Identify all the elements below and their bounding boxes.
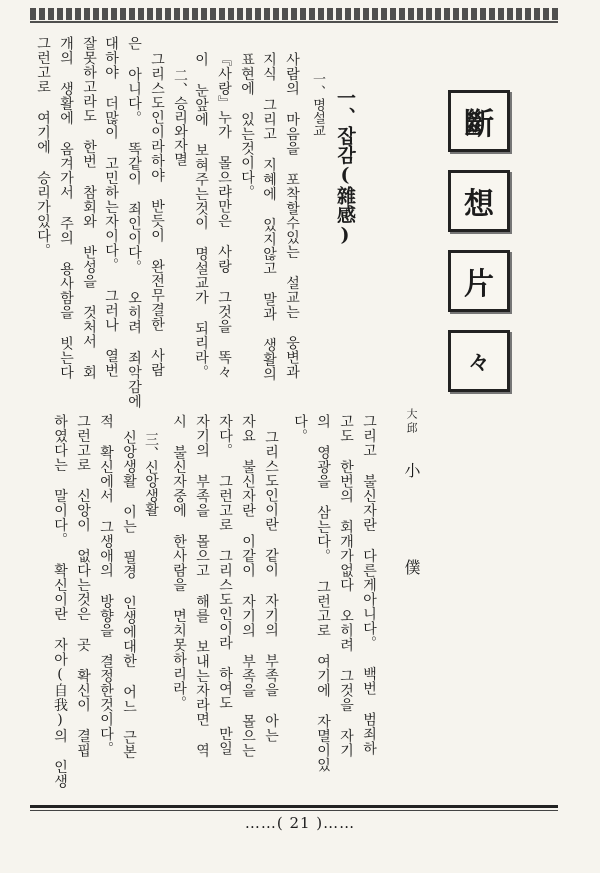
sub-heading: 一、명설교: [310, 72, 325, 137]
author-byline: [400, 408, 423, 578]
bottom-border-rule: [30, 805, 558, 808]
text-line: 하였다는 말이다。 확신이란 자아(自我)의 인생: [52, 414, 68, 789]
text-line: 고도 한번의 회개가없다 오히려 그것을 자기: [338, 414, 354, 758]
text-line: 적 확신에서 그생애의 방향을 결정한것이다。: [98, 414, 114, 756]
text-line: 그리스도인이란 같이 자기의 부족을 아는: [263, 430, 279, 743]
text-line: 그런고로 여기에 승리가있다。: [35, 36, 51, 258]
author-name-2: 僕: [402, 559, 421, 578]
title-char: 片: [464, 267, 494, 302]
text-line: 『사랑』누가 몰으랴만은 사랑 그것을 똑々: [216, 52, 232, 379]
text-line: 그리고 불신자란 다른게아니다。 백번 범죄하: [361, 414, 377, 756]
text-line: 지식 그리고 지혜에 있지않고 말과 생활의: [261, 52, 277, 381]
author-name-1: 小: [402, 462, 421, 481]
sub-heading: 二、승리와자멸: [172, 68, 188, 166]
text-line: 시 불신자중에 한사람을 면치못하리라。: [171, 414, 187, 710]
text-line: 잘못하고라도 한번 참회와 반성을 것처서 회: [81, 36, 97, 380]
section-heading: 一、잡감(雜感): [334, 88, 356, 246]
title-char-box: [448, 170, 510, 232]
title-char: 斷: [464, 107, 494, 142]
text-line: 은 아니다。 똑같이 죄인이다。 오히려 죄악감에: [126, 36, 142, 409]
text-line: 표현에 있는것이다。: [239, 52, 255, 199]
text-line: 자기의 부족을 몰으고 해를 보내는자라면 역: [194, 414, 210, 758]
text-line: 다。: [292, 414, 308, 443]
author-place: 大邱: [405, 408, 418, 436]
text-line: 신앙생활 이는 필경 인생에대한 어느 근본: [121, 430, 137, 759]
text-line: 그런고로 신앙이 없다는것은 곳 확신이 결핍: [75, 414, 91, 758]
text-line: 대하야 더많이 고민하는자이다。 그러나 열번: [103, 36, 119, 378]
text-line: 개의 생활에 옴겨가서 주의 용사함을 빗는다: [58, 36, 74, 380]
top-border-rule: [30, 8, 558, 20]
page-number: ……( 21 )……: [244, 814, 356, 832]
text-line: 자요 불신자란 이같이 자기의 부족을 몰으는: [240, 414, 256, 758]
text-line: 이 눈앞에 보혀주는것이 명설교가 되리라。: [193, 52, 209, 379]
text-line: 그리스도인이라하야 반듯이 완전무결한 사람: [149, 52, 165, 377]
title-char: 想: [464, 187, 494, 222]
title-char-box: [448, 90, 510, 152]
text-line: 자다。 그런고로 그리스도인이라 하여도 만일: [217, 414, 233, 756]
title-char: 々: [467, 349, 490, 376]
text-line: 의 영광을 삼는다。 그런고로 여기에 자멸이있: [315, 414, 331, 772]
title-char-box: [448, 330, 510, 392]
title-char-box: [448, 250, 510, 312]
sub-heading: 三、신앙생활: [143, 432, 159, 516]
text-line: 사람의 마음을 포착할수있는 설교는 웅변과: [284, 52, 300, 379]
